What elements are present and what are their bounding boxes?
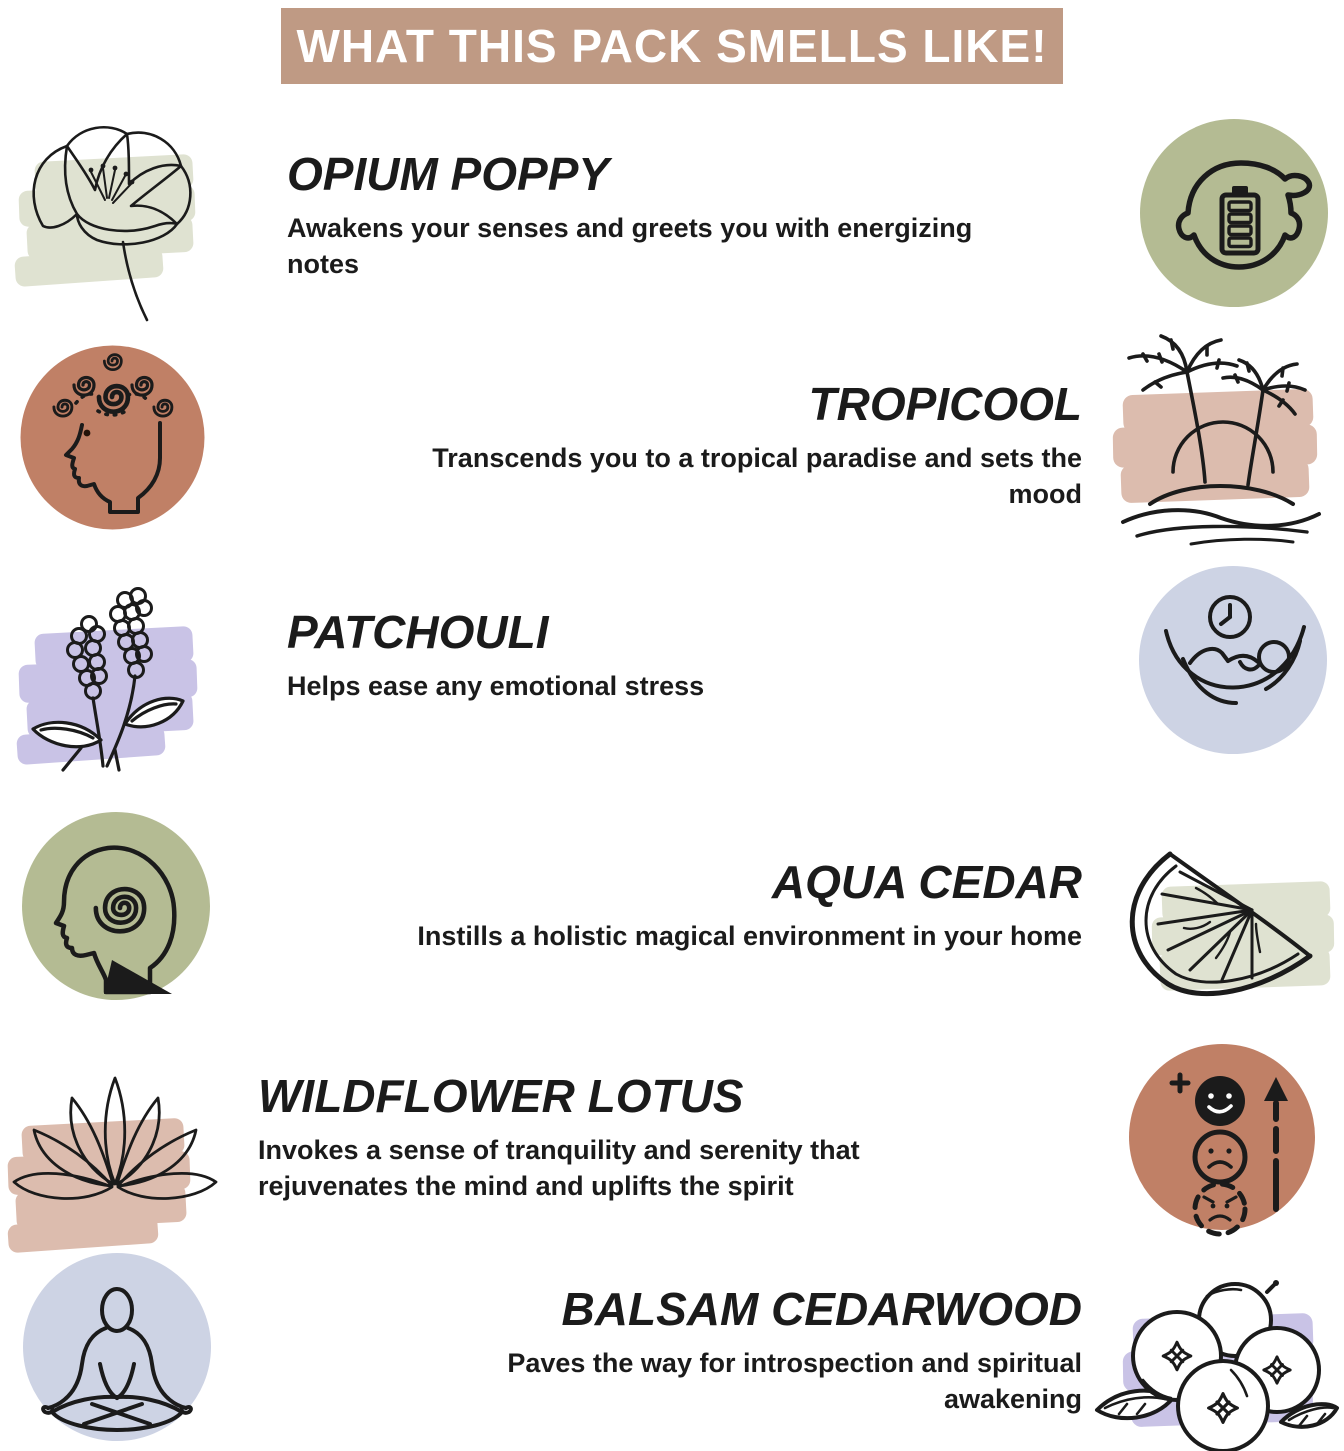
scent-block-opium-poppy <box>287 148 987 282</box>
scent-description: Paves the way for introspection and spiritual awakening <box>507 1348 1082 1414</box>
relaxing-hammock-icon <box>1138 565 1328 755</box>
lotus-flower-sketch-icon <box>0 1060 230 1255</box>
scent-block-tropicool <box>382 378 1082 512</box>
scent-description: Helps ease any emotional stress <box>287 671 705 701</box>
mood-boost-faces-icon <box>1128 1043 1316 1235</box>
blueberries-sketch-icon <box>1085 1258 1344 1451</box>
header-title: WHAT THIS PACK SMELLS LIKE! <box>296 20 1048 72</box>
scent-block-patchouli <box>287 606 987 704</box>
header-banner <box>281 8 1063 84</box>
scent-description: Invokes a sense of tranquility and serenity that rejuvenates the mind and uplifts the spirit <box>258 1135 860 1201</box>
patchouli-plant-sketch-icon <box>5 572 245 787</box>
mindful-head-spiral-icon <box>20 810 212 1002</box>
scent-title: BALSAM CEDARWOOD <box>561 1283 1082 1335</box>
scent-block-aqua-cedar <box>382 856 1082 954</box>
scent-description: Awakens your senses and greets you with energizing notes <box>287 213 973 279</box>
scent-description: Transcends you to a tropical paradise and sets the mood <box>432 443 1082 509</box>
scent-title: WILDFLOWER LOTUS <box>258 1070 744 1122</box>
meditating-person-icon <box>22 1252 212 1442</box>
scent-title: AQUA CEDAR <box>771 856 1082 908</box>
poppy-flower-sketch-icon <box>5 118 245 333</box>
scent-title: TROPICOOL <box>808 378 1082 430</box>
scent-block-balsam-cedarwood <box>382 1283 1082 1417</box>
energized-head-battery-icon <box>1138 117 1330 309</box>
scent-description: Instills a holistic magical environment in your home <box>417 921 1082 951</box>
tropical-beach-palms-icon <box>1095 330 1344 550</box>
creative-mind-head-icon <box>20 345 205 530</box>
scent-title: PATCHOULI <box>287 606 549 658</box>
citrus-slice-sketch-icon <box>1100 832 1344 1032</box>
scent-title: OPIUM POPPY <box>287 148 610 200</box>
scent-block-wildflower-lotus <box>258 1070 958 1204</box>
